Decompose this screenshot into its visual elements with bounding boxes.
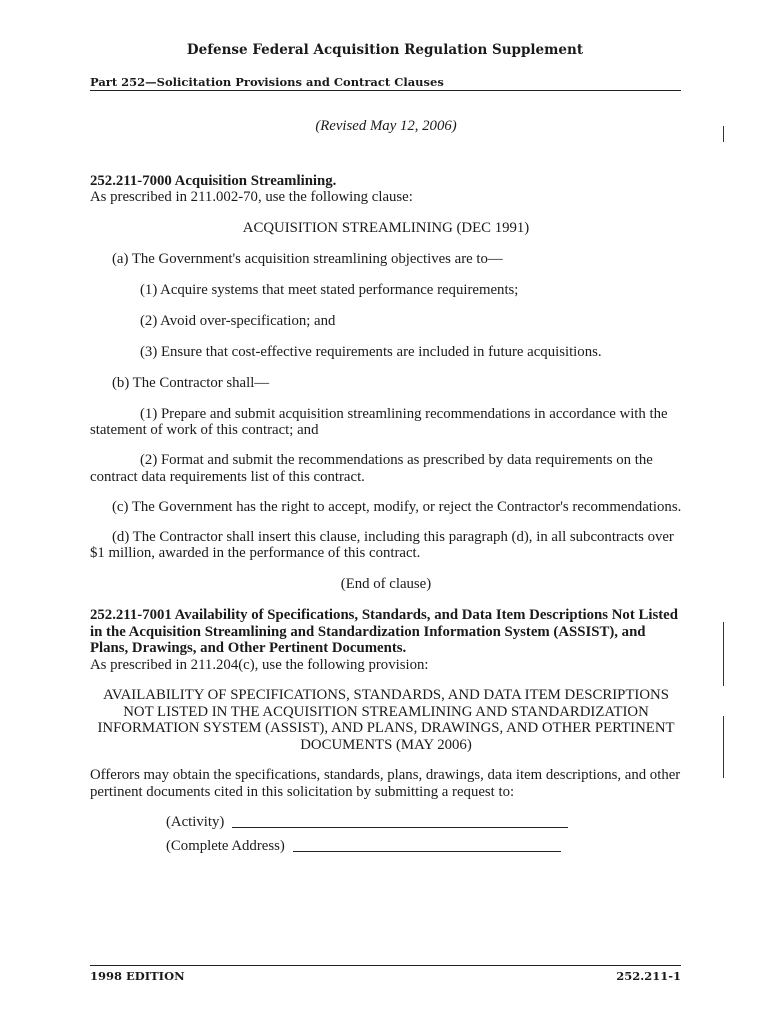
footer-page-number: 252.211-1 — [616, 969, 681, 983]
paragraph-b1: (1) Prepare and submit acquisition streamlining recommendations in accordance with the statement of work of this contract; and — [90, 405, 668, 438]
revision-bar — [723, 622, 724, 686]
paragraph-d: (d) The Contractor shall insert this clause, including this paragraph (d), in all subcontracts over $1 million, awarded in the performance of this contract. — [90, 528, 674, 561]
revision-date: (Revised May 12, 2006) — [315, 118, 457, 134]
clause-title-7000: ACQUISITION STREAMLINING (DEC 1991) — [242, 219, 530, 236]
prescription-7000: As prescribed in 211.002-70, use the following clause: — [90, 189, 413, 205]
section-heading-7000: 252.211-7000 Acquisition Streamlining. — [90, 172, 337, 189]
footer-edition: 1998 EDITION — [90, 969, 185, 983]
provision-body: Offerors may obtain the specifications, standards, plans, drawings, data item descriptions, and other pertinent documents cited in this solicitation by submitting a request to: — [90, 767, 681, 800]
paragraph-a: (a) The Government's acquisition streamlining objectives are to— — [112, 250, 503, 267]
paragraph-c: (c) The Government has the right to accept, modify, or reject the Contractor's recommendations. — [112, 498, 682, 515]
document-body — [90, 118, 682, 855]
revision-bar — [723, 126, 724, 142]
section-heading-7001: 252.211-7001 Availability of Specifications, Standards, and Data Item Descriptions Not Listed in the Acquisition Streamlining and Standardization Information System (ASSIST), and Plans, Drawings, and Other Pertinent Documents. — [90, 607, 678, 656]
end-of-clause: (End of clause) — [340, 576, 432, 592]
running-header-title: Defense Federal Acquisition Regulation Supplement — [186, 42, 584, 58]
activity-label: (Activity) — [166, 814, 225, 830]
paragraph-a1: (1) Acquire systems that meet stated performance requirements; — [140, 281, 519, 298]
address-field[interactable] — [90, 838, 682, 855]
header-rule — [90, 90, 681, 91]
revision-bar — [723, 716, 724, 778]
running-header-part: Part 252—Solicitation Provisions and Contract Clauses — [90, 75, 444, 89]
paragraph-b2: (2) Format and submit the recommendations as prescribed by data requirements on the contract data requirements list of this contract. — [90, 452, 653, 485]
address-label: (Complete Address) — [166, 838, 285, 854]
address-blank-line — [293, 851, 561, 852]
paragraph-b: (b) The Contractor shall— — [112, 374, 270, 391]
prescription-7001: As prescribed in 211.204(c), use the following provision: — [90, 656, 429, 673]
activity-blank-line — [232, 827, 568, 828]
paragraph-a3: (3) Ensure that cost-effective requirements are included in future acquisitions. — [140, 343, 602, 360]
footer-rule — [90, 965, 681, 966]
activity-field[interactable] — [90, 814, 682, 831]
paragraph-a2: (2) Avoid over-specification; and — [140, 312, 336, 329]
provision-title-7001: AVAILABILITY OF SPECIFICATIONS, STANDARDS, AND DATA ITEM DESCRIPTIONS NOT LISTED IN THE ACQUISITION STREAMLINING AND STANDARDIZATION INFORMATION SYSTEM (ASSIST), AND PLANS, DRAWINGS, AND OTHER PERTINENT DOCUMENTS (MAY 2006) — [97, 687, 675, 753]
